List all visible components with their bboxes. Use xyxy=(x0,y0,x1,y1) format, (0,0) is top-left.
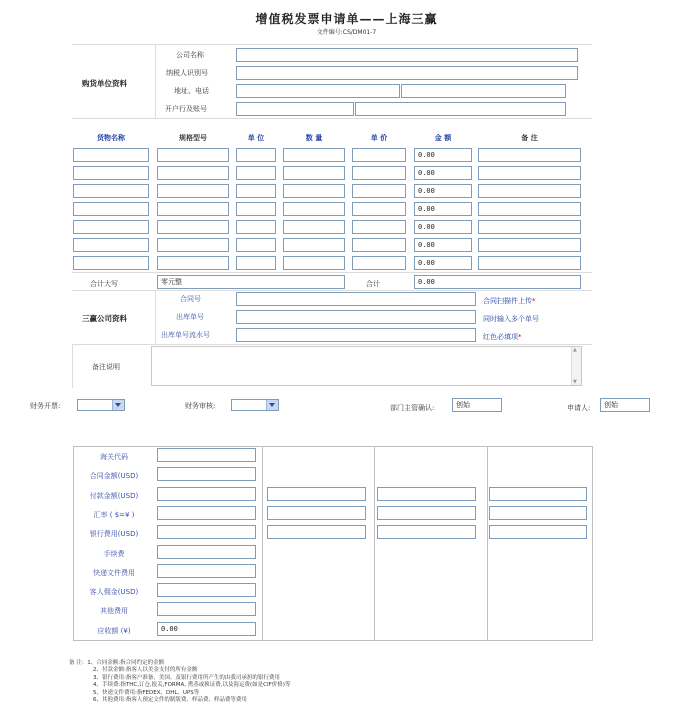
fee-extra-input[interactable] xyxy=(267,506,366,520)
finance-review-label: 财务审核: xyxy=(185,402,216,410)
fee-input[interactable] xyxy=(157,525,256,539)
quantity-input[interactable] xyxy=(283,220,345,234)
goods-name-input[interactable] xyxy=(73,202,149,216)
goods-name-input[interactable] xyxy=(73,220,149,234)
fee-label: 手续费 xyxy=(103,549,125,558)
fee-label: 客人佣金(USD) xyxy=(89,588,139,597)
note-line: 3、银行费用:指客户准备、美国、及银行费用所产生的由我司承担的银行费用 xyxy=(93,674,280,681)
fee-input[interactable] xyxy=(157,583,256,597)
quantity-input[interactable] xyxy=(283,184,345,198)
goods-name-input[interactable] xyxy=(73,238,149,252)
fee-label: 应收额 (¥) xyxy=(97,626,131,635)
fee-input[interactable] xyxy=(157,602,256,616)
company-name-input[interactable] xyxy=(236,48,578,62)
amount-input[interactable]: 0.00 xyxy=(414,166,472,180)
col-unit: 单 位 xyxy=(247,134,265,142)
fee-extra-input[interactable] xyxy=(377,525,476,539)
chevron-down-icon xyxy=(266,400,278,410)
col-unit-price: 单 价 xyxy=(370,134,388,142)
fee-extra-input[interactable] xyxy=(489,506,587,520)
spec-input[interactable] xyxy=(157,220,229,234)
fee-extra-input[interactable] xyxy=(489,525,587,539)
note-line: 5、快递文件费用:指FEDEX、DHL、UPS等 xyxy=(93,689,200,696)
total-caps-value: 零元整 xyxy=(157,275,345,289)
note-line: 2、付款金额:指客人以美金支付的所有金额 xyxy=(93,667,198,674)
fee-input[interactable] xyxy=(157,545,256,559)
remark-input[interactable] xyxy=(478,220,581,234)
finance-open-select[interactable] xyxy=(77,399,125,411)
phone-input[interactable] xyxy=(401,84,566,98)
applicant-label: 申请人: xyxy=(567,404,591,412)
unit-input[interactable] xyxy=(236,256,276,270)
fee-extra-input[interactable] xyxy=(377,506,476,520)
remark-input[interactable] xyxy=(478,202,581,216)
note-line: 6、其他费用:指客人预定文件的制版费、样品费、样品费等费用 xyxy=(93,697,247,704)
company-name-label: 公司名称 xyxy=(176,51,204,59)
fee-label: 合同金额(USD) xyxy=(89,472,139,481)
col-goods-name: 货物名称 xyxy=(97,134,125,142)
remark-input[interactable] xyxy=(478,148,581,162)
account-input[interactable] xyxy=(355,102,566,116)
unit-price-input[interactable] xyxy=(352,238,406,252)
fee-extra-input[interactable] xyxy=(267,487,366,501)
fee-input[interactable] xyxy=(157,487,256,501)
amount-input[interactable]: 0.00 xyxy=(414,256,472,270)
notes-head: 备 注： xyxy=(69,660,88,666)
dept-confirm-label: 部门主管确认: xyxy=(390,404,435,412)
spec-input[interactable] xyxy=(157,184,229,198)
contract-no-label: 合同号 xyxy=(180,295,201,303)
spec-input[interactable] xyxy=(157,238,229,252)
fee-label: 快递文件费用 xyxy=(93,568,135,577)
taxpayer-id-label: 纳税人识别号 xyxy=(166,69,208,77)
remark-input[interactable] xyxy=(478,166,581,180)
note-line: 4、手续费:指THC,订仓,报关,FORMA, 熏蒸或换证费,以及海运费(如是CIF价格)等 xyxy=(93,682,291,689)
contract-upload-hint[interactable]: 合同扫描件上传* xyxy=(483,297,536,305)
spec-input[interactable] xyxy=(157,202,229,216)
unit-price-input[interactable] xyxy=(352,148,406,162)
document-number: 文件编号:CS/DM01-7 xyxy=(316,29,377,36)
delivery-no-label: 出库单号 xyxy=(176,313,204,321)
unit-price-input[interactable] xyxy=(352,202,406,216)
fee-extra-input[interactable] xyxy=(377,487,476,501)
amount-input[interactable]: 0.00 xyxy=(414,184,472,198)
fee-input[interactable]: 0.00 xyxy=(157,622,256,636)
dept-confirm-input[interactable]: 创始 xyxy=(452,398,502,412)
total-value: 0.00 xyxy=(414,275,581,289)
unit-input[interactable] xyxy=(236,238,276,252)
fee-label: 银行费用(USD) xyxy=(89,530,139,539)
goods-name-input[interactable] xyxy=(73,256,149,270)
fee-label: 汇率 ( $=¥ ) xyxy=(93,510,135,519)
spec-input[interactable] xyxy=(157,148,229,162)
goods-name-input[interactable] xyxy=(73,184,149,198)
bank-input[interactable] xyxy=(236,102,354,116)
total-label: 合计 xyxy=(366,280,380,288)
applicant-input[interactable]: 创始 xyxy=(600,398,650,412)
contract-no-input[interactable] xyxy=(236,292,476,306)
required-hint: 红色必填项* xyxy=(483,333,522,341)
quantity-input[interactable] xyxy=(283,238,345,252)
bank-account-label: 开户行及账号 xyxy=(165,105,207,113)
fee-label: 其他费用 xyxy=(100,607,128,616)
quantity-input[interactable] xyxy=(283,166,345,180)
note-line: 1、合同金额:指合同约定的金额 xyxy=(87,660,165,666)
unit-input[interactable] xyxy=(236,148,276,162)
fee-input[interactable] xyxy=(157,448,256,462)
fee-label: 付款金额(USD) xyxy=(89,491,139,500)
fee-input[interactable] xyxy=(157,506,256,520)
delivery-no-input[interactable] xyxy=(236,310,476,324)
unit-price-input[interactable] xyxy=(352,184,406,198)
amount-input[interactable]: 0.00 xyxy=(414,202,472,216)
delivery-serial-input[interactable] xyxy=(236,328,476,342)
amount-input[interactable]: 0.00 xyxy=(414,148,472,162)
total-caps-label: 合计大写 xyxy=(90,280,118,288)
col-remark: 备 注 xyxy=(521,134,538,142)
amount-input[interactable]: 0.00 xyxy=(414,220,472,234)
col-spec-model: 规格型号 xyxy=(179,134,207,142)
remarks-textarea[interactable] xyxy=(151,346,582,386)
quantity-input[interactable] xyxy=(283,148,345,162)
remark-input[interactable] xyxy=(478,238,581,252)
unit-input[interactable] xyxy=(236,202,276,216)
finance-open-label: 财务开票: xyxy=(30,402,61,410)
remarks-label: 备注说明 xyxy=(92,363,120,371)
col-amount: 金 额 xyxy=(434,134,452,142)
sanying-section-label: 三赢公司资料 xyxy=(82,314,127,323)
fee-input[interactable] xyxy=(157,564,256,578)
quantity-input[interactable] xyxy=(283,256,345,270)
spec-input[interactable] xyxy=(157,256,229,270)
goods-name-input[interactable] xyxy=(73,148,149,162)
finance-review-select[interactable] xyxy=(231,399,279,411)
buyer-section-label: 购货单位资料 xyxy=(82,79,127,88)
remark-input[interactable] xyxy=(478,184,581,198)
unit-input[interactable] xyxy=(236,166,276,180)
goods-name-input[interactable] xyxy=(73,166,149,180)
fee-extra-input[interactable] xyxy=(267,525,366,539)
remark-input[interactable] xyxy=(478,256,581,270)
chevron-down-icon xyxy=(112,400,124,410)
page-title: 增值税发票申请单——上海三赢 xyxy=(255,12,438,26)
unit-input[interactable] xyxy=(236,184,276,198)
unit-price-input[interactable] xyxy=(352,166,406,180)
fee-label: 海关代码 xyxy=(100,453,128,461)
address-phone-label: 地址、电话 xyxy=(174,87,209,95)
unit-input[interactable] xyxy=(236,220,276,234)
delivery-serial-label: 出库单号流水号 xyxy=(161,331,210,339)
fee-extra-input[interactable] xyxy=(489,487,587,501)
multi-number-hint: 同时输入多个单号 xyxy=(483,315,539,323)
address-input[interactable] xyxy=(236,84,400,98)
unit-price-input[interactable] xyxy=(352,256,406,270)
spec-input[interactable] xyxy=(157,166,229,180)
taxpayer-id-input[interactable] xyxy=(236,66,578,80)
notes-block xyxy=(69,660,290,704)
quantity-input[interactable] xyxy=(283,202,345,216)
unit-price-input[interactable] xyxy=(352,220,406,234)
fee-input[interactable] xyxy=(157,467,256,481)
col-quantity: 数 量 xyxy=(305,134,323,142)
amount-input[interactable]: 0.00 xyxy=(414,238,472,252)
remarks-scrollbar[interactable] xyxy=(571,347,581,385)
